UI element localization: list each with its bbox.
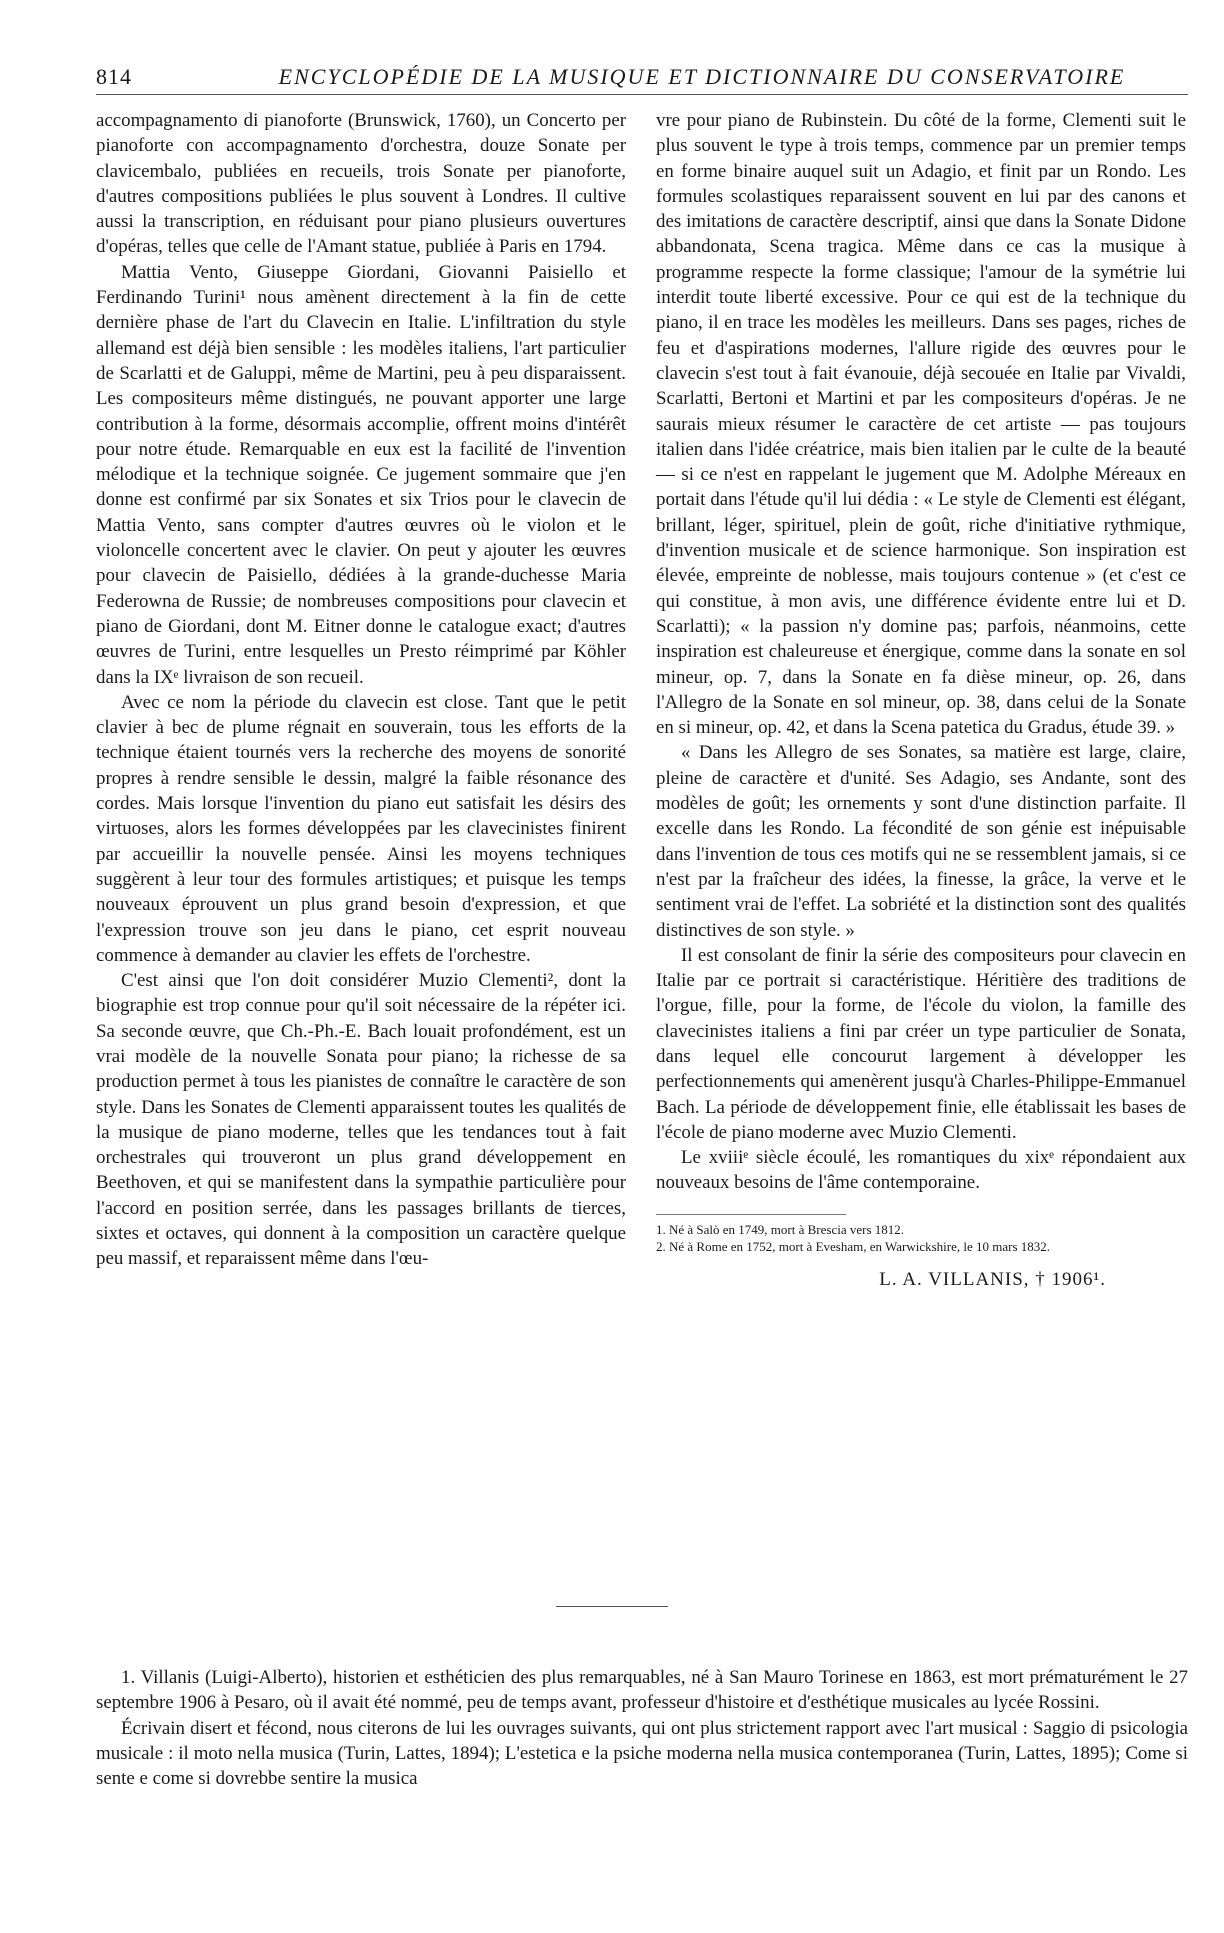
footnote-rule: [656, 1214, 846, 1221]
running-title: ENCYCLOPÉDIE DE LA MUSIQUE ET DICTIONNAIRE DU CONSERVATOIRE: [278, 64, 1126, 89]
paragraph: Avec ce nom la période du clavecin est close. Tant que le petit clavier à bec de plume régnait en souverain, tous les efforts de la technique étaient tournés vers la recherche des moyens de sonorité propres à rendre sensible le dessin, malgré la faible résonance des cordes. Mais lorsque l'invention du piano eut satisfait les désirs des virtuoses, alors les formes développées par les clavecinistes finirent par accueillir la nouvelle pensée. Ainsi les moyens techniques suggèrent à leur tour des formules artistiques; et puisque les temps nouveaux éprouvent un plus grand besoin d'expression, et que l'expression trouve son jeu dans le piano, cet esprit nouveau commence à demander au clavier les effets de l'orchestre.: [96, 691, 626, 966]
paragraph: Il est consolant de finir la série des compositeurs pour clavecin en Italie par ce portrait si caractéristique. Héritière des traditions de l'orgue, fille, pour la forme, de l'école du violon, la famille des clavecinistes italiens a fini par créer un type particulier de Sonata, dans lequel elle concourut largement à développer les perfectionnements qui amenèrent jusqu'à Charles-Philippe-Emmanuel Bach. La période de développement finie, elle établissait les bases de l'école de piano moderne avec Muzio Clementi.: [656, 944, 1186, 1143]
author-signature: L. A. VILLANIS, † 1906¹.: [879, 1268, 1106, 1290]
separator-rule: [556, 1606, 668, 1607]
paragraph: Le xviiiᵉ siècle écoulé, les romantiques du xixᵉ répondaient aux nouveaux besoins de l'âme contemporaine.: [656, 1147, 1186, 1194]
paragraph: accompagnamento di pianoforte (Brunswick, 1760), un Concerto per pianoforte con accompagnamento d'orchestra, douze Sonate per clavicembalo, publiées en recueils, trois Sonate per pianoforte, d'autres compositions publiées le plus souvent à Londres. Il cultive aussi la transcription, en réduisant pour piano plusieurs ouvertures d'opéras, telles que celle de l'Amant statue, publiée à Paris en 1794.: [96, 110, 626, 258]
page-number: 814: [96, 64, 132, 89]
left-column: [96, 108, 626, 1272]
paragraph: Mattia Vento, Giuseppe Giordani, Giovanni Paisiello et Ferdinando Turini¹ nous amènent directement à la fin de cette dernière phase de l'art du Clavecin en Italie. L'infiltration du style allemand est déjà bien sensible : les modèles italiens, l'art particulier de Scarlatti et de Galuppi, même de Martini, peu à peu disparaissent. Les compositeurs même distingués, ne pouvant apporter une large contribution à la forme, désormais accomplie, offrent moins d'intérêt pour notre étude. Remarquable en eux est la facilité de l'invention mélodique et la technique soignée. Ce jugement sommaire que j'en donne est confirmé par six Sonates et six Trios pour le clavecin de Mattia Vento, sans compter d'autres œuvres où le violon et le violoncelle concertent avec le clavier. On peut y ajouter les œuvres pour clavecin de Paisiello, dédiées à la grande-duchesse Maria Federowna de Russie; de nombreuses compositions pour clavecin et piano de Giordani, dont M. Eitner donne le catalogue exact; d'autres œuvres de Turini, entre lesquelles un Presto réimprimé par Köhler dans la IXᵉ livraison de son recueil.: [96, 261, 626, 688]
right-column: [656, 108, 1186, 1292]
paragraph: Écrivain disert et fécond, nous citerons de lui les ouvrages suivants, qui ont plus strictement rapport avec l'art musical : Saggio di psicologia musicale : il moto nella musica (Turin, Lattes, 1894); L'estetica e la psiche moderna nella musica contemporanea (Turin, Lattes, 1895); Come si sente e come si dovrebbe sentire la musica: [96, 1717, 1188, 1790]
paragraph: vre pour piano de Rubinstein. Du côté de la forme, Clementi suit le plus souvent le type à trois temps, commence par un premier temps en forme binaire auquel suit un Adagio, et finit par un Rondo. Les formules scolastiques reparaissent souvent en lui par des canons et des imitations de caractère descriptif, ainsi que dans la Sonate Didone abbandonata, Scena tragica. Même dans ce cas la musique à programme respecte la forme classique; l'amour de la symétrie lui interdit toute liberté excessive. Pour ce qui est de la technique du piano, il en trace les modèles les meilleurs. Dans ses pages, riches de feu et d'aspirations modernes, l'allure rigide des œuvres pour le clavecin s'est tout à fait évanouie, déjà secouée en Italie par Vivaldi, Scarlatti, Bertoni et Martini et par les compositeurs d'opéras. Je ne saurais mieux résumer le caractère de cet artiste — pas toujours italien dans l'idée créatrice, mais bien italien par le culte de la beauté — si ce n'est en rappelant le jugement que M. Adolphe Méreaux en portait dans l'étude qu'il lui dédia : « Le style de Clementi est élégant, brillant, léger, spirituel, plein de goût, riche d'initiative rythmique, d'invention musicale et de science harmonique. Son inspiration est élevée, empreinte de noblesse, mais toujours contenue » (et c'est ce qui constitue, à mon avis, une différence évidente entre lui et D. Scarlatti); « la passion n'y domine pas; parfois, néanmoins, cette inspiration est chaleureuse et énergique, comme dans la sonate en sol mineur, op. 7, dans la Sonate en fa dièse mineur, op. 26, dans l'Allegro de la Sonate en sol mineur, op. 38, dans celui de la Sonate en si mineur, op. 42, et dans la Scena patetica du Gradus, étude 39. »: [656, 110, 1186, 739]
bottom-footnote: [96, 1665, 1188, 1791]
footnote: 2. Né à Rome en 1752, mort à Evesham, en Warwickshire, le 10 mars 1832.: [656, 1238, 1051, 1254]
paragraph: « Dans les Allegro de ses Sonates, sa matière est large, claire, pleine de caractère et d'unité. Ses Adagio, ses Andante, sont des modèles de goût; les ornements y sont d'une distinction parfaite. Il excelle dans les Rondo. La fécondité de son génie est inépuisable dans l'invention de tous ces motifs qui ne se ressemblent jamais, si ce n'est par la fraîcheur des idées, la finesse, la grâce, la verve et le sentiment vrai de l'effet. La sobriété et la distinction sont des qualités distinctives de son style. »: [656, 742, 1186, 941]
paragraph: C'est ainsi que l'on doit considérer Muzio Clementi², dont la biographie est trop connue pour qu'il soit nécessaire de la répéter ici. Sa seconde œuvre, que Ch.-Ph.-E. Bach louait profondément, est un vrai modèle de la nouvelle Sonata pour piano; la richesse de sa production permet à tous les pianistes de connaître le caractère de son style. Dans les Sonates de Clementi apparaissent toutes les qualités de la musique de piano moderne, telles que les tendances tout à fait orchestrales qui trouveront un plus grand développement en Beethoven, et qui se manifestent dans la sympathie particulière pour l'accord en position serrée, dans les passages brillants de tierces, sixtes et octaves, qui donnent à la composition un caractère quelque peu massif, et reparaissent même dans l'œu-: [96, 970, 626, 1270]
paragraph: 1. Villanis (Luigi-Alberto), historien et esthéticien des plus remarquables, né à San Mauro Torinese en 1863, est mort prématurément le 27 septembre 1906 à Pesaro, où il avait été nommé, peu de temps avant, professeur d'histoire et d'esthétique musicales au lycée Rossini.: [96, 1667, 1188, 1714]
page-header: [96, 64, 1188, 95]
footnote: 1. Né à Salò en 1749, mort à Brescia vers 1812.: [656, 1221, 905, 1237]
